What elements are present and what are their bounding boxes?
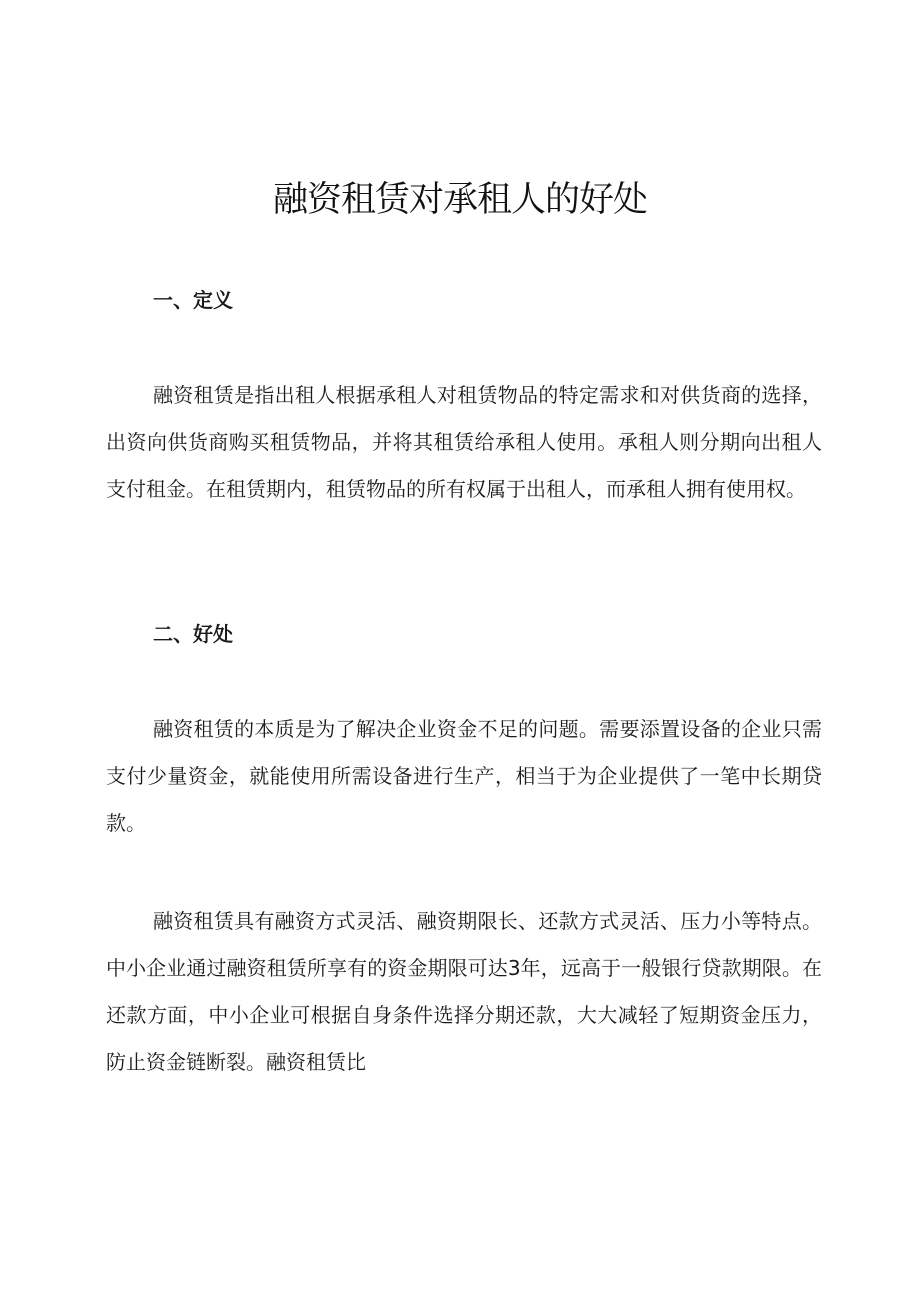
paragraph-benefits-features: 融资租赁具有融资方式灵活、融资期限长、还款方式灵活、压力小等特点。中小企业通过融资租赁所享有的资金期限可达3年，远高于一般银行贷款期限。在还款方面，中小企业可根据自身条件选择分期还款，大大减轻了短期资金压力，防止资金链断裂。融资租赁比	[106, 909, 822, 1074]
paragraph-benefits-essence: 融资租赁的本质是为了解决企业资金不足的问题。需要添置设备的企业只需支付少量资金，就能使用所需设备进行生产，相当于为企业提供了一笔中长期贷款。	[106, 717, 822, 835]
section-heading-benefits: 二、好处	[153, 622, 233, 646]
section-heading-definition: 一、定义	[153, 288, 233, 312]
document-title: 融资租赁对承租人的好处	[272, 180, 647, 220]
paragraph-definition: 融资租赁是指出租人根据承租人对租赁物品的特定需求和对供货商的选择，出资向供货商购买租赁物品，并将其租赁给承租人使用。承租人则分期向出租人支付租金。在租赁期内，租赁物品的所有权属于出租人，而承租人拥有使用权。	[106, 383, 822, 501]
